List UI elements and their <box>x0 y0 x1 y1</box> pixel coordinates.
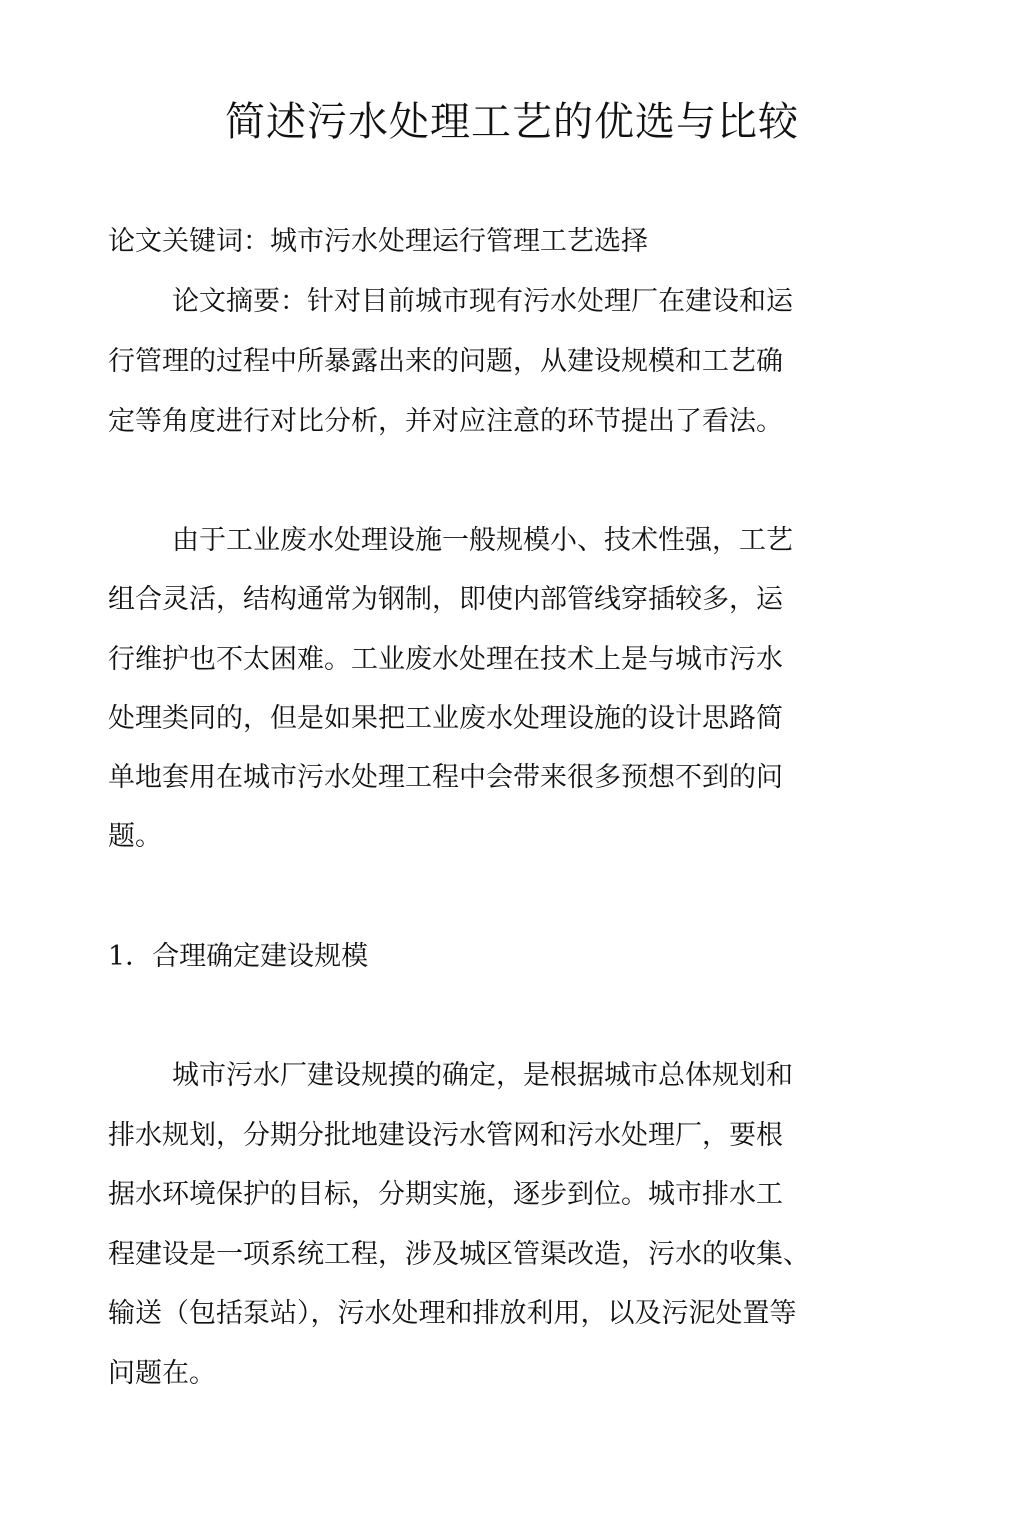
document-title: 简述污水处理工艺的优选与比较 <box>225 99 799 145</box>
abstract-line-1: 论文摘要：针对目前城市现有污水处理厂在建设和运 <box>172 286 793 317</box>
paragraph2-line-1: 城市污水厂建设规摸的确定，是根据城市总体规划和 <box>172 1060 793 1091</box>
abstract-line-3: 定等角度进行对比分析，并对应注意的环节提出了看法。 <box>108 406 783 437</box>
abstract-line-2: 行管理的过程中所暴露出来的问题，从建设规模和工艺确 <box>108 346 783 377</box>
paragraph1-line-6: 题。 <box>108 821 162 852</box>
paragraph1-line-4: 处理类同的，但是如果把工业废水处理设施的设计思路简 <box>108 703 783 734</box>
paragraph1-line-1: 由于工业废水处理设施一般规模小、技术性强，工艺 <box>172 525 793 556</box>
section1-heading: 1．合理确定建设规模 <box>108 941 369 972</box>
paragraph2-line-4: 程建设是一项系统工程，涉及城区管渠改造，污水的收集、 <box>108 1239 810 1270</box>
paragraph2-line-3: 据水环境保护的目标，分期实施，逐步到位。城市排水工 <box>108 1179 783 1210</box>
paragraph1-line-2: 组合灵活，结构通常为钢制，即使内部管线穿插较多，运 <box>108 584 783 615</box>
paragraph1-line-3: 行维护也不太困难。工业废水处理在技术上是与城市污水 <box>108 644 783 675</box>
paragraph1-line-5: 单地套用在城市污水处理工程中会带来很多预想不到的问 <box>108 762 783 793</box>
paragraph2-line-2: 排水规划，分期分批地建设污水管网和污水处理厂，要根 <box>108 1120 783 1151</box>
paragraph2-line-6: 问题在。 <box>108 1358 216 1389</box>
paragraph2-line-5: 输送（包括泵站），污水处理和排放利用，以及污泥处置等 <box>108 1298 797 1329</box>
keywords-line: 论文关键词：城市污水处理运行管理工艺选择 <box>108 226 648 257</box>
